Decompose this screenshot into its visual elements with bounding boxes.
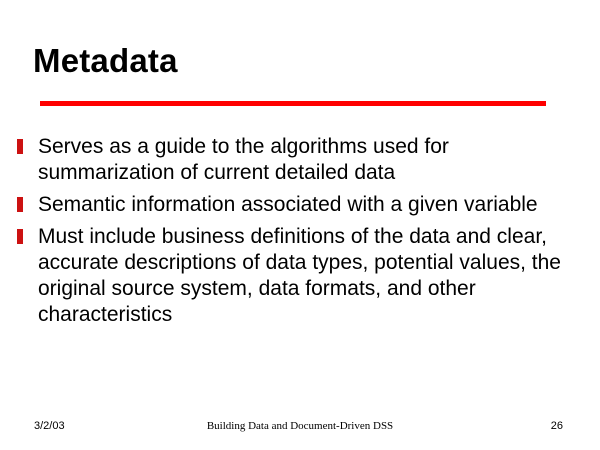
- bullet-item: [0, 224, 600, 328]
- slide-title: Metadata: [33, 42, 178, 79]
- title-underline: [40, 101, 546, 106]
- bullet-marker-icon: [17, 229, 23, 244]
- bullet-item: [0, 192, 600, 218]
- bullet-item: [0, 134, 600, 186]
- bullet-text: Serves as a guide to the algorithms used for summarization of current detailed data: [38, 135, 449, 184]
- bullet-marker-icon: [17, 139, 23, 154]
- bullet-list: [0, 134, 600, 334]
- bullet-marker-icon: [17, 197, 23, 212]
- bullet-text: Semantic information associated with a given variable: [38, 193, 538, 216]
- page-number: 26: [550, 420, 563, 432]
- footer-title: Building Data and Document-Driven DSS: [206, 420, 394, 432]
- footer-date: 3/2/03: [34, 420, 65, 432]
- bullet-text: Must include business definitions of the data and clear, accurate descriptions of data types, potential values, the original source system, data formats, and other characteristics: [38, 225, 561, 326]
